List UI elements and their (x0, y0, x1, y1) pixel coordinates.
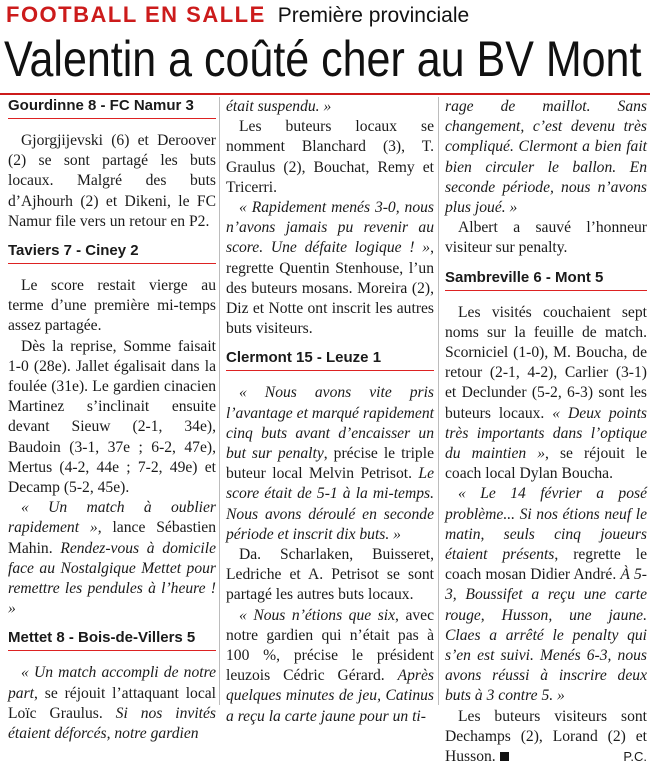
quote: Rendez-vous à domicile face au Nostalgique Mettet pour remettre les pendules à l’heure ! » (8, 539, 216, 618)
attribution: , se réjouit le coach local Dylan Boucha. (445, 445, 648, 483)
attribution: , regrette le coach mosan Didier André. (445, 546, 648, 584)
match-score-heading: Clermont 15 - Leuze 1 (226, 349, 434, 371)
end-mark-icon (500, 752, 509, 761)
quote: était suspendu. » (226, 98, 332, 115)
paragraph: Dès la reprise, Somme faisait 1-0 (28e). Jallet égalisait dans la foulée (31e). Le gardien cinacien Martinez s’inclinait ensuite devant Sieuw (2-1, 34e), Baudoin (3-1, 37e ; 6-2, 47e), Mertus (4-2, 44e ; 7-2, 49e) et Decamp (5-2, 45e). (8, 337, 216, 497)
paragraph: Le score restait vierge au terme d’une première mi-temps assez partagée. (8, 277, 216, 335)
match-score-heading: Taviers 7 - Ciney 2 (8, 242, 216, 264)
attribution: , lance Sébastien Mahin. (8, 519, 216, 557)
paragraph (445, 303, 647, 485)
paragraph: Da. Scharlaken, Buisseret, Ledriche et A. Petrisot se sont partagé les autres buts locaux. (226, 546, 434, 604)
paragraph (226, 383, 434, 545)
quote: « Un match accompli de notre part (8, 664, 216, 702)
article-column-2 (226, 97, 434, 727)
author-signature: P.C. (623, 749, 647, 765)
report-text: Les visités couchaient sept noms sur la feuille de match. Scorniciel (1-0), M. Boucha, de retour (2-1, 4-2), Carlier (3-1) et Declunder (5-2, 6-3) sont les buteurs locaux. (445, 303, 647, 422)
attribution: , précise le triple buteur local Melvin Petrisot. (226, 445, 434, 483)
paragraph: Albert a sauvé l’honneur visiteur sur penalty. (445, 219, 647, 257)
paragraph (445, 97, 647, 218)
quote: rage de maillot. Sans changement, c’est devenu très compliqué. Clermont a bien fait bien circuler le ballon. En seconde période, nous n’avons plus joué. » (445, 98, 647, 217)
paragraph (226, 198, 434, 339)
match-score-heading: Gourdinne 8 - FC Namur 3 (8, 97, 216, 119)
paragraph (8, 498, 216, 619)
column-divider (219, 97, 220, 705)
article-column-3 (445, 97, 647, 767)
column-divider (438, 97, 439, 705)
match-score-heading: Mettet 8 - Bois-de-Villers 5 (8, 629, 216, 651)
paragraph (445, 707, 647, 767)
quote: « Nous n’étions que six (239, 606, 396, 624)
paragraph: Les buteurs locaux se nomment Blanchard (3), T. Graulus (2), Bouchat, Remy et Tricerri. (226, 118, 434, 196)
quote: « Le 14 février a posé problème... Si nos étions neuf le matin, seuls cinq joueurs étaient présents (445, 485, 647, 564)
section-label: FOOTBALL EN SALLE (6, 2, 266, 27)
paragraph (226, 97, 434, 117)
quote: « Un match à oublier rapidement » (8, 499, 216, 537)
quote: « Nous avons vite pris l’avantage et marqué rapidement cinq buts avant d’encaisser un but sur penalty (226, 384, 434, 463)
attribution: , regrette Quentin Stenhouse, l’un des buteurs mosans. Moreira (2), Diz et Notte ont inscrit les autres buts visiteurs. (226, 239, 434, 338)
attribution: , avec notre gardien qui n’était pas à 100 %, précise le président leuzois Cédric Gérard. (226, 606, 435, 685)
match-score-heading: Sambreville 6 - Mont 5 (445, 269, 647, 291)
headline-rule (0, 93, 650, 95)
paragraph (8, 663, 216, 744)
quote: À 5-3, Boussifet a reçu une carte rouge, Husson, une jaune. Claes a arrêté le penalty qui s’en est suivi. Menés 6-3, nous avons réussi à inscrire deux buts à 3 contre 5. » (445, 566, 647, 705)
subsection-label: Première provinciale (277, 4, 470, 27)
article-column-1 (8, 97, 216, 744)
paragraph (445, 484, 647, 706)
quote: « Deux points très importants dans l’optique du maintien » (445, 404, 648, 463)
attribution: , se réjouit l’attaquant local Loïc Graulus. (8, 684, 216, 722)
section-kicker (6, 2, 469, 28)
report-text: Les buteurs visiteurs sont Dechamps (2), Lorand (2) et Husson. (445, 707, 647, 766)
article-headline: Valentin a coûté cher au BV Mont (4, 31, 642, 87)
quote: Si nos invités étaient déforcés, notre gardien (8, 704, 216, 743)
paragraph (226, 606, 434, 727)
quote: « Rapidement menés 3-0, nous n’avons jamais pu revenir au score. Une défaite logique ! » (226, 199, 434, 257)
paragraph: Gjorgjijevski (6) et Deroover (2) se sont partagé les buts locaux. Malgré des buts d’Ajhourh (2) et Dikeni, le FC Namur file vers un retour en P2. (8, 132, 216, 230)
quote: Après quelques minutes de jeu, Catinus a reçu la carte jaune pour un ti- (226, 667, 434, 725)
quote: Le score était de 5-1 à la mi-temps. Nous avons déroulé en seconde période et inscrit dix buts. » (226, 465, 434, 543)
